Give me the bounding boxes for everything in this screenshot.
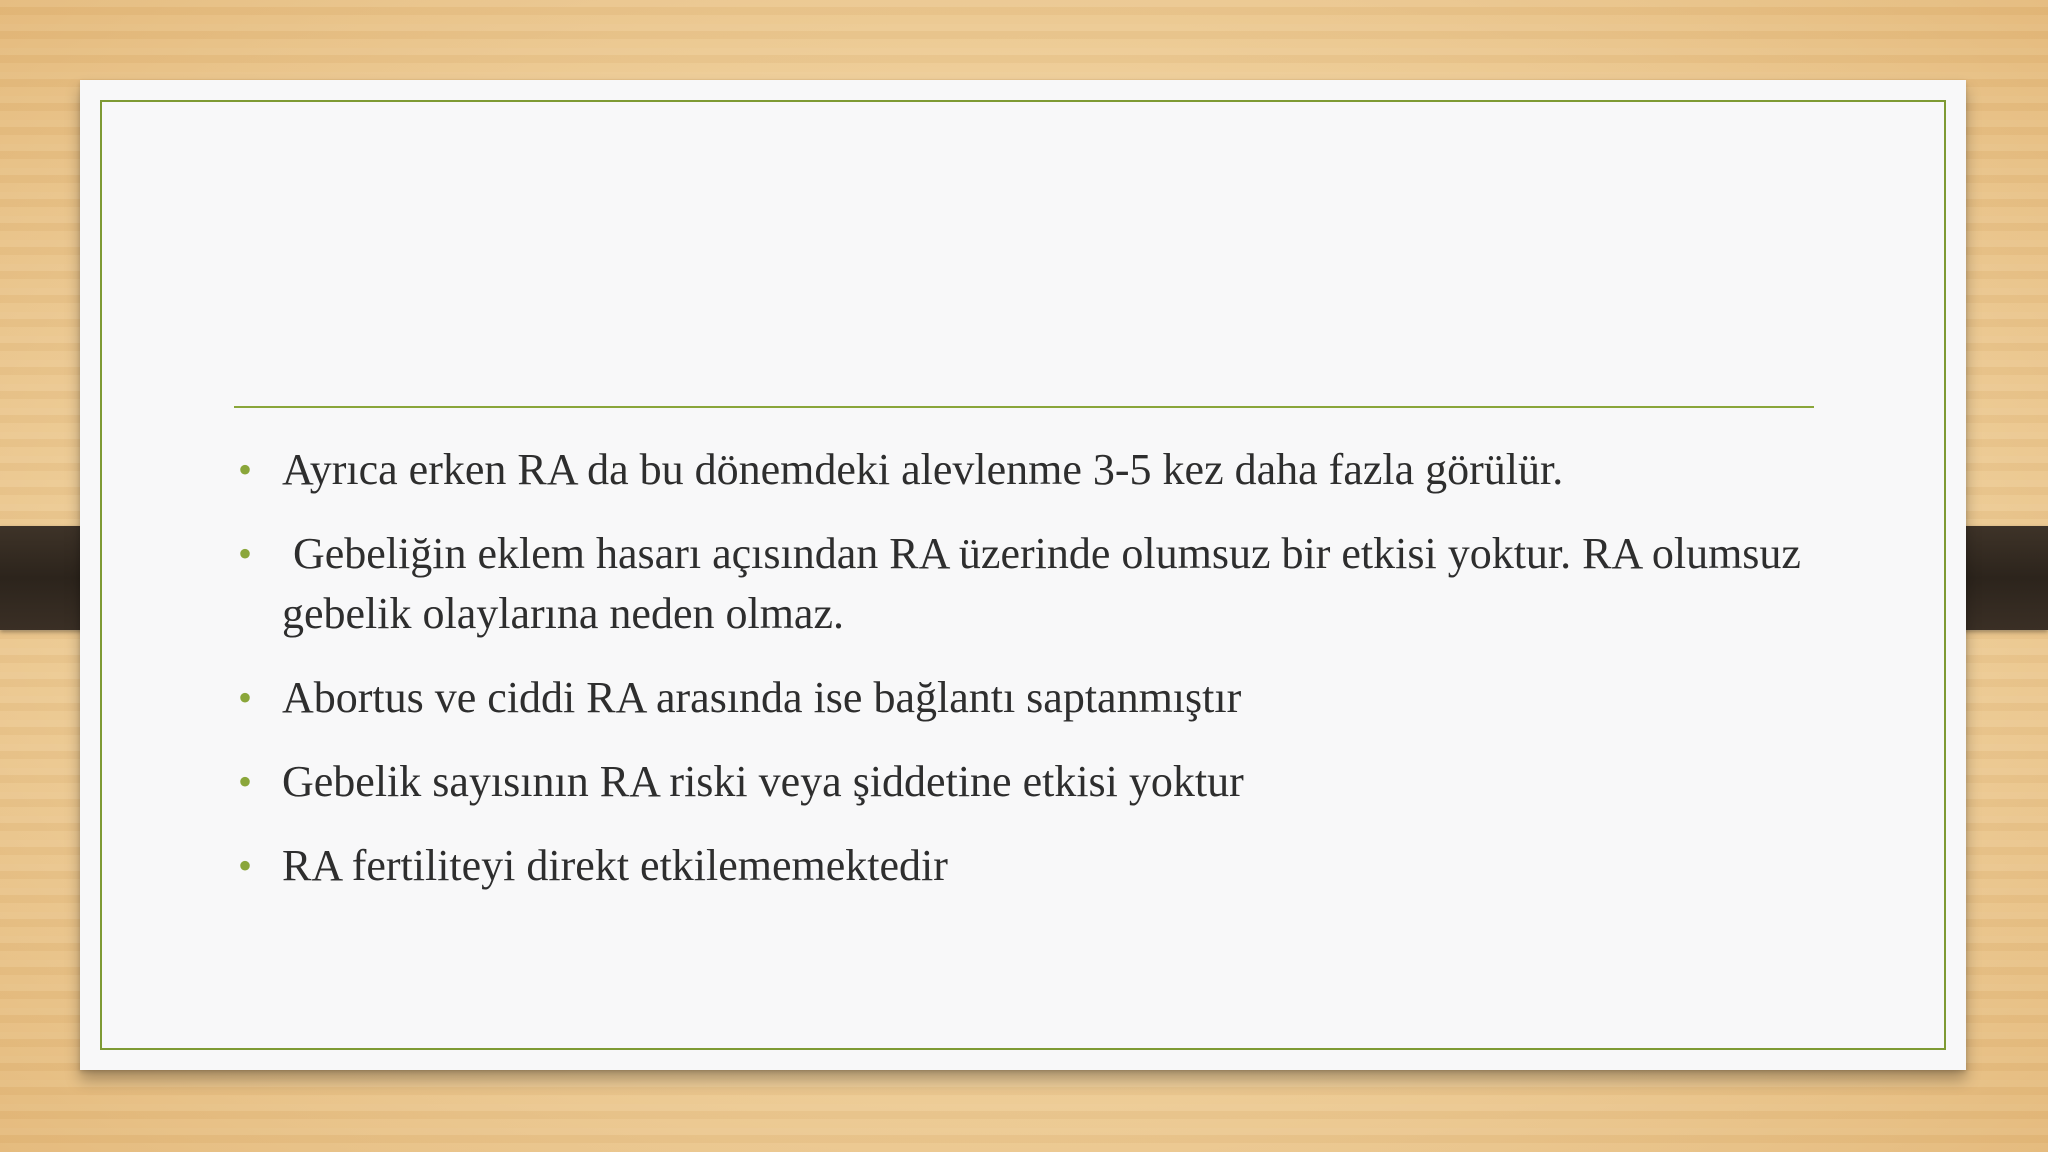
bullet-dot-icon: •	[238, 843, 253, 888]
bullet-list	[234, 440, 1894, 920]
bullet-text: Ayrıca erken RA da bu dönemdeki alevlenme 3-5 kez daha fazla görülür.	[282, 445, 1564, 494]
bullet-dot-icon: •	[238, 675, 253, 720]
bullet-text: RA fertiliteyi direkt etkilememektedir	[282, 841, 948, 890]
bullet-item	[234, 668, 1894, 728]
bullet-dot-icon: •	[238, 759, 253, 804]
bullet-item	[234, 836, 1894, 896]
bullet-text: Abortus ve ciddi RA arasında ise bağlantı saptanmıştır	[282, 673, 1242, 722]
bullet-dot-icon: •	[238, 447, 253, 492]
bullet-item	[234, 524, 1894, 644]
bullet-text: Gebelik sayısının RA riski veya şiddetine etkisi yoktur	[282, 757, 1244, 806]
bullet-item	[234, 752, 1894, 812]
bullet-item	[234, 440, 1894, 500]
slide-paper	[80, 80, 1966, 1070]
bullet-dot-icon: •	[238, 531, 253, 576]
title-divider-line	[234, 406, 1814, 408]
bullet-text: Gebeliğin eklem hasarı açısından RA üzerinde olumsuz bir etkisi yoktur. RA olumsuz gebelik olaylarına neden olmaz.	[282, 529, 1812, 638]
